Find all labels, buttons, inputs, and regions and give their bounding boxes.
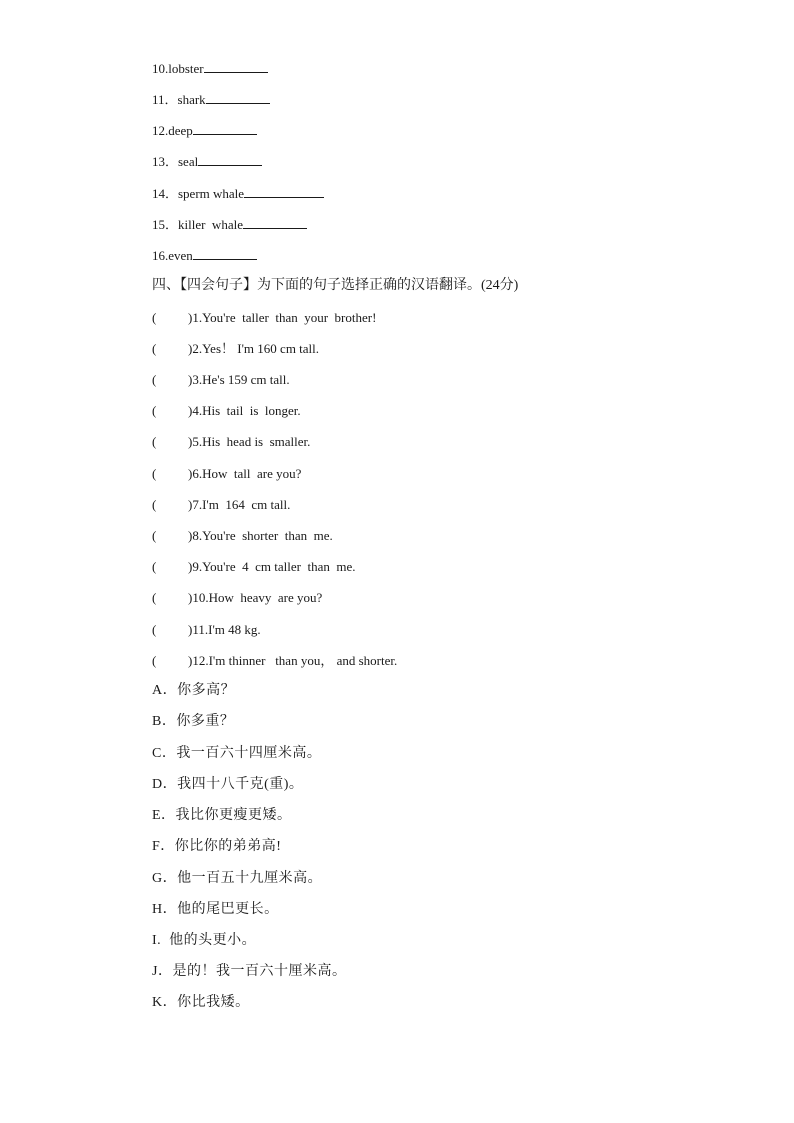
answer-paren[interactable]: (	[152, 341, 157, 356]
answer-blank[interactable]	[243, 216, 307, 229]
answer-blank[interactable]	[198, 153, 262, 166]
answer-blank[interactable]	[206, 91, 270, 104]
question-row: ( )4.His tail is longer.	[152, 403, 301, 418]
question-row: ( )5.His head is smaller.	[152, 434, 311, 449]
question-row: ( )9.You're 4 cm taller than me.	[152, 559, 356, 574]
section-heading: 四、【四会句子】为下面的句子选择正确的汉语翻译。(24分)	[152, 278, 519, 293]
answer-paren[interactable]: (	[152, 559, 157, 574]
answer-paren[interactable]: (	[152, 590, 157, 605]
vocab-item: 13．seal	[152, 153, 262, 170]
option-item: C．我一百六十四厘米高。	[152, 746, 322, 761]
question-row: ( )12.I'm thinner than you， and shorter.	[152, 653, 398, 668]
vocab-item: 15．killer whale	[152, 216, 307, 233]
answer-blank[interactable]	[193, 247, 257, 260]
answer-paren[interactable]: (	[152, 466, 157, 481]
answer-paren[interactable]: (	[152, 310, 157, 325]
vocab-item: 14．sperm whale	[152, 185, 324, 202]
answer-paren[interactable]: (	[152, 372, 157, 387]
option-item: J．是的！我一百六十厘米高。	[152, 964, 347, 979]
answer-paren[interactable]: (	[152, 528, 157, 543]
option-item: H．他的尾巴更长。	[152, 902, 279, 917]
answer-paren[interactable]: (	[152, 622, 157, 637]
answer-blank[interactable]	[244, 185, 324, 198]
option-item: B．你多重？	[152, 714, 235, 729]
vocab-item: 12.deep	[152, 122, 257, 139]
answer-paren[interactable]: (	[152, 653, 157, 668]
question-row: ( )7.I'm 164 cm tall.	[152, 497, 291, 512]
option-item: A．你多高？	[152, 683, 236, 698]
question-row: ( )8.You're shorter than me.	[152, 528, 333, 543]
option-item: D．我四十八千克(重)。	[152, 777, 304, 792]
question-row: ( )1.You're taller than your brother!	[152, 310, 377, 325]
question-row: ( )2.Yes！ I'm 160 cm tall.	[152, 341, 320, 356]
vocab-item: 11．shark	[152, 91, 270, 108]
answer-blank[interactable]	[204, 60, 268, 73]
option-item: K．你比我矮。	[152, 995, 250, 1010]
question-row: ( )6.How tall are you?	[152, 466, 302, 481]
option-item: F．你比你的弟弟高!	[152, 839, 282, 854]
question-row: ( )10.How heavy are you?	[152, 590, 323, 605]
answer-paren[interactable]: (	[152, 403, 157, 418]
vocab-item: 10.lobster	[152, 60, 268, 77]
option-item: E．我比你更瘦更矮。	[152, 808, 292, 823]
answer-paren[interactable]: (	[152, 434, 157, 449]
vocab-item: 16.even	[152, 247, 257, 264]
answer-paren[interactable]: (	[152, 497, 157, 512]
option-item: I. 他的头更小。	[152, 933, 257, 948]
question-row: ( )11.I'm 48 kg.	[152, 622, 261, 637]
option-item: G．他一百五十九厘米高。	[152, 871, 323, 886]
answer-blank[interactable]	[193, 122, 257, 135]
question-row: ( )3.He's 159 cm tall.	[152, 372, 290, 387]
